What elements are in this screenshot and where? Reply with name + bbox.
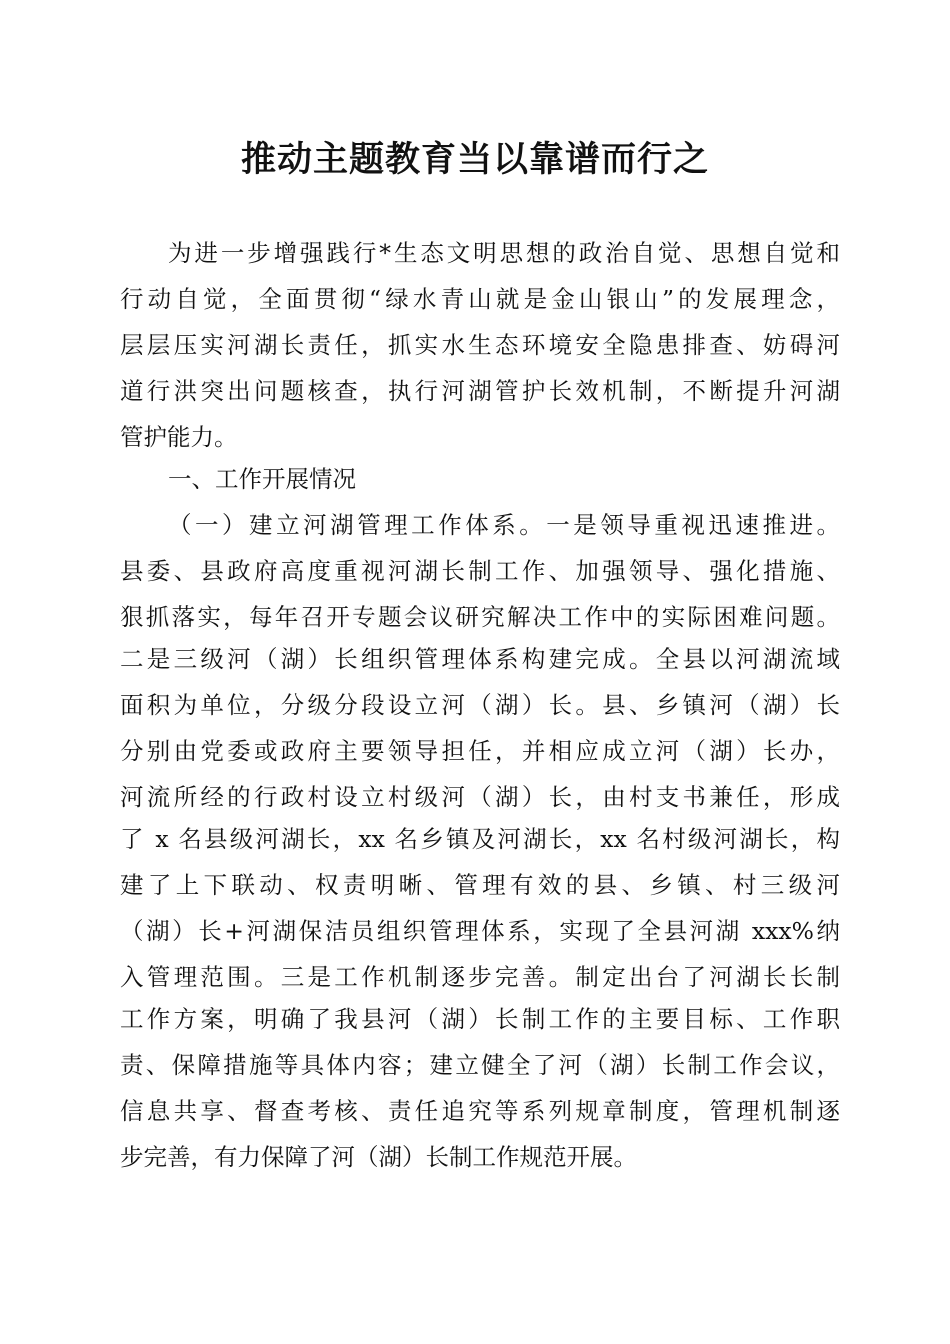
paragraph-line: 河流所经的行政村设立村级河（湖）长，由村支书兼任，形成 [120, 783, 840, 811]
paragraph-line: 县委、县政府高度重视河湖长制工作、加强领导、强化措施、 [120, 557, 840, 585]
paragraph-line: 道行洪突出问题核查，执行河湖管护长效机制，不断提升河湖 [120, 377, 840, 405]
paragraph-line: 管护能力。 [120, 423, 238, 451]
paragraph-line: 步完善，有力保障了河（湖）长制工作规范开展。 [120, 1143, 637, 1171]
paragraph-line: 二是三级河（湖）长组织管理体系构建完成。全县以河湖流域 [120, 645, 840, 673]
section-heading: 一、工作开展情况 [168, 465, 356, 493]
paragraph-line: 信息共享、督查考核、责任追究等系列规章制度，管理机制逐 [120, 1097, 840, 1125]
paragraph-line: （湖）长+河湖保洁员组织管理体系，实现了全县河湖 xxx%纳 [120, 917, 840, 945]
paragraph-line: 责、保障措施等具体内容；建立健全了河（湖）长制工作会议， [120, 1051, 840, 1079]
paragraph-line: 狠抓落实，每年召开专题会议研究解决工作中的实际困难问题。 [120, 603, 840, 631]
document-title: 推动主题教育当以靠谱而行之 [240, 139, 709, 180]
paragraph-line: 入管理范围。三是工作机制逐步完善。制定出台了河湖长长制 [120, 963, 840, 991]
paragraph-line: 分别由党委或政府主要领导担任，并相应成立河（湖）长办， [120, 737, 840, 765]
paragraph-line: 工作方案，明确了我县河（湖）长制工作的主要目标、工作职 [120, 1005, 840, 1033]
paragraph-line: 了 x 名县级河湖长，xx 名乡镇及河湖长，xx 名村级河湖长，构 [120, 825, 840, 853]
paragraph-line: 行动自觉，全面贯彻“绿水青山就是金山银山”的发展理念， [120, 285, 840, 313]
paragraph-line: 为进一步增强践行*生态文明思想的政治自觉、思想自觉和 [168, 239, 840, 267]
paragraph-line: 面积为单位，分级分段设立河（湖）长。县、乡镇河（湖）长 [120, 691, 840, 719]
paragraph-line: 层层压实河湖长责任，抓实水生态环境安全隐患排查、妨碍河 [120, 331, 840, 359]
paragraph-line: 建了上下联动、权责明晰、管理有效的县、乡镇、村三级河 [120, 871, 840, 899]
paragraph-line: （一）建立河湖管理工作体系。一是领导重视迅速推进。 [168, 511, 840, 539]
